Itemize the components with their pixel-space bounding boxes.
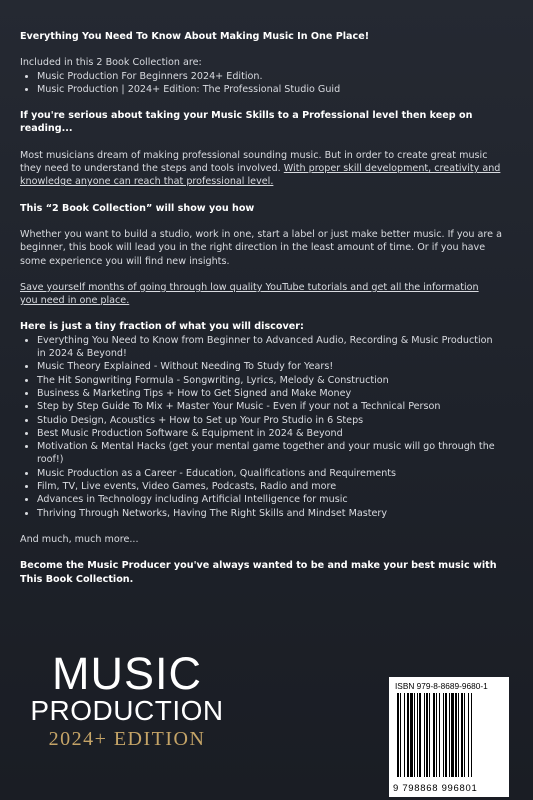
- barcode-icon: [397, 693, 501, 777]
- closing-line-1: Become the Music Producer you've always wanted to be and make your best music with: [20, 560, 497, 572]
- dream-text: Most musicians dream of making professional sounding music. But in order to create great music they need to understand the steps and tools involved.: [20, 149, 488, 175]
- list-item: • Music Production | 2024+ Edition: The Professional Studio Guid: [37, 83, 504, 96]
- discover-list: [20, 334, 504, 520]
- save-paragraph: [20, 281, 504, 308]
- serious-heading: [20, 109, 504, 136]
- list-item: • Thriving Through Networks, Having The Right Skills and Mindset Mastery: [37, 507, 504, 520]
- list-item: • Film, TV, Live events, Video Games, Podcasts, Radio and more: [37, 480, 504, 493]
- isbn-label: ISBN 979-8-8689-9680-1: [395, 681, 488, 691]
- list-item: • Advances in Technology including Artificial Intelligence for music: [37, 493, 504, 506]
- list-item: • Music Production For Beginners 2024+ Edition.: [37, 70, 504, 83]
- collection-heading: This “2 Book Collection” will show you how: [20, 202, 255, 214]
- closing-text: [20, 559, 504, 586]
- serious-line-1: If you're serious about taking your Music Skills to a Professional level then keep on: [20, 110, 473, 122]
- more-text: And much, much more...: [20, 533, 139, 545]
- list-item: • Everything You Need to Know from Beginner to Advanced Audio, Recording & Music Production in 2024 & Beyond!: [37, 334, 504, 361]
- dream-paragraph: [20, 149, 504, 189]
- logo-music: MUSIC: [52, 648, 202, 699]
- list-item: • Studio Design, Acoustics + How to Set up Your Pro Studio in 6 Steps: [37, 414, 504, 427]
- list-item: • Step by Step Guide To Mix + Master Your Music - Even if your not a Technical Person: [37, 400, 504, 413]
- list-item: • Music Theory Explained - Without Needing To Study for Years!: [37, 360, 504, 373]
- list-item: • Best Music Production Software & Equipment in 2024 & Beyond: [37, 427, 504, 440]
- included-intro: Included in this 2 Book Collection are:: [20, 57, 202, 69]
- barcode-digits: 9 798868 996801: [393, 783, 478, 794]
- save-line-2: you need in one place.: [20, 295, 130, 307]
- heading: Everything You Need To Know About Making Music In One Place!: [20, 31, 370, 42]
- list-item: • Motivation & Mental Hacks (get your mental game together and your music will go through the roof!): [37, 440, 504, 467]
- dream-underlined: With proper skill development, creativity and knowledge anyone can reach that professional level.: [20, 163, 501, 188]
- logo-edition: 2024+ EDITION: [48, 728, 206, 750]
- barcode-box: [389, 677, 509, 797]
- save-line-1: Save yourself months of going through low quality YouTube tutorials and get all the information: [20, 281, 479, 293]
- discover-heading: Here is just a tiny fraction of what you will discover:: [20, 321, 304, 333]
- list-item: • Business & Marketing Tips + How to Get Signed and Make Money: [37, 387, 504, 400]
- whether-paragraph: Whether you want to build a studio, work in one, start a label or just make better music. If you are a beginner, this book will lead you in the right direction in the least amount of time. Or if you have some experience you will find new insights.: [20, 228, 502, 267]
- included-list: [20, 70, 504, 97]
- cover-text: [20, 30, 504, 586]
- serious-line-2: reading...: [20, 123, 73, 135]
- list-item: • The Hit Songwriting Formula - Songwriting, Lyrics, Melody & Construction: [37, 374, 504, 387]
- list-item: • Music Production as a Career - Education, Qualifications and Requirements: [37, 467, 504, 480]
- closing-line-2: This Book Collection.: [20, 573, 134, 585]
- book-title-logo: [27, 648, 227, 752]
- logo-production: PRODUCTION: [30, 695, 224, 726]
